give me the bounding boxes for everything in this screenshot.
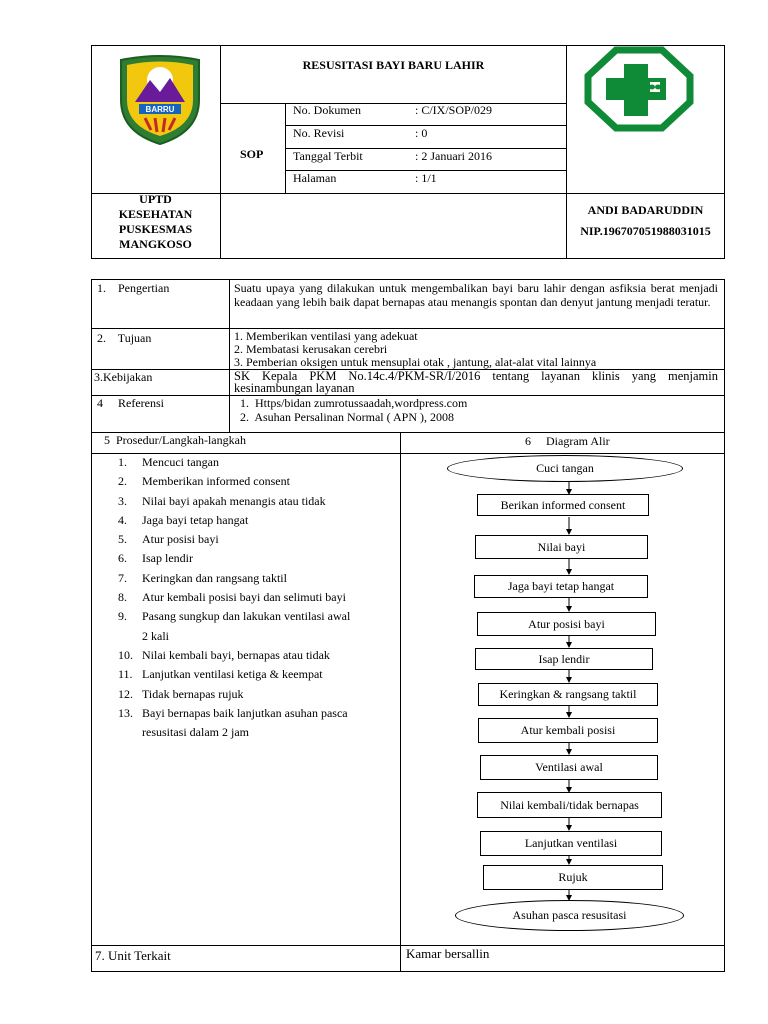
org-line: PUSKESMAS [118,222,193,236]
list-item: 5. Atur posisi bayi [118,532,219,547]
diagram-label: 6 Diagram Alir [525,434,610,448]
field-value-dokumen: : C/IX/SOP/029 [415,103,493,117]
list-item: 1. Mencuci tangan [118,455,219,469]
org-name [91,192,220,252]
list-item: 8. Atur kembali posisi bayi dan selimuti bayi [118,590,346,605]
org-line: KESEHATAN [118,207,193,221]
field-value-tanggal: : 2 Januari 2016 [415,149,492,163]
kebijakan-text: SK Kepala PKM No.14c.4/PKM-SR/I/2016 tentang layanan klinis yang menjamin kesinambungan layanan [234,369,718,395]
flow-node-end: Asuhan pasca resusitasi [455,900,684,931]
org-line: MANGKOSO [119,237,192,251]
document-title: RESUSITASI BAYI BARU LAHIR [302,58,485,72]
flow-node: Nilai bayi [475,535,648,559]
field-value-halaman: : 1/1 [415,171,437,185]
list-item: 2 kali [142,628,169,643]
list-item: 7. Keringkan dan rangsang taktil [118,570,287,585]
list-item: 4. Jaga bayi tetap hangat [118,512,249,527]
flow-node: Jaga bayi tetap hangat [474,575,648,598]
flow-node: Keringkan & rangsang taktil [478,683,658,706]
barru-logo [115,50,205,146]
unit-terkait-label: 7. Unit Terkait [95,948,171,963]
list-item: 11. Lanjutkan ventilasi ketiga & keempat [118,667,323,682]
flow-node: Nilai kembali/tidak bernapas [477,792,662,818]
flow-node: Lanjutkan ventilasi [480,831,662,856]
org-line: UPTD [139,192,172,206]
barru-logo-text: BARRU [145,105,175,114]
pengertian-text: Suatu upaya yang dilakukan untuk mengembalikan bayi baru lahir dengan asfiksia berat menjadi keadaan yang lebih baik dapat bernapas atau menangis spontan dan denyut jantung menjadi teratur. [234,281,718,309]
sop-label: SOP [240,147,264,161]
referensi-label: 4 Referensi [97,396,164,410]
signer-name: ANDI BADARUDDIN [587,203,704,217]
field-value-revisi: : 0 [415,126,428,140]
puskesmas-logo [584,46,694,132]
flow-node: Ventilasi awal [480,755,658,780]
flow-node: Isap lendir [475,648,653,670]
tujuan-item: 1. Memberikan ventilasi yang adekuat [234,329,418,343]
flow-node: Atur kembali posisi [478,718,658,743]
kebijakan-label: 3.Kebijakan [94,370,153,384]
flow-node: Berikan informed consent [477,494,649,516]
tujuan-item: 2. Membatasi kerusakan cerebri [234,342,388,356]
tujuan-label: 2. Tujuan [97,331,152,345]
field-label-halaman: Halaman [293,171,337,185]
field-label-dokumen: No. Dokumen [293,103,361,117]
steps-list [93,453,398,742]
flow-node: Atur posisi bayi [477,612,656,636]
field-label-tanggal: Tanggal Terbit [293,149,363,163]
prosedur-label: 5 Prosedur/Langkah-langkah [104,433,246,447]
signer-nip: NIP.196707051988031015 [580,224,711,238]
pengertian-label: 1. Pengertian [97,281,170,295]
list-item: 9. Pasang sungkup dan lakukan ventilasi awal [118,609,351,624]
tujuan-item: 3. Pemberian oksigen untuk mensuplai otak , jantung, alat-alat vital lainnya [234,355,597,369]
list-item: 6. Isap lendir [118,551,193,566]
referensi-item: 1. Https/bidan zumrotussaadah,wordpress.com [240,396,468,410]
flow-node-start: Cuci tangan [447,455,683,482]
referensi-item: 2. Asuhan Persalinan Normal ( APN ), 2008 [240,410,454,424]
field-label-revisi: No. Revisi [293,126,345,140]
list-item: 3. Nilai bayi apakah menangis atau tidak [118,493,326,508]
list-item: 13. Bayi bernapas baik lanjutkan asuhan pasca [118,705,348,720]
list-item: 10. Nilai kembali bayi, bernapas atau tidak [118,647,330,662]
list-item: resusitasi dalam 2 jam [142,725,249,740]
list-item: 2. Memberikan informed consent [118,474,290,489]
flow-node: Rujuk [483,865,663,890]
unit-terkait-value: Kamar bersallin [406,946,490,961]
list-item: 12. Tidak bernapas rujuk [118,686,244,701]
